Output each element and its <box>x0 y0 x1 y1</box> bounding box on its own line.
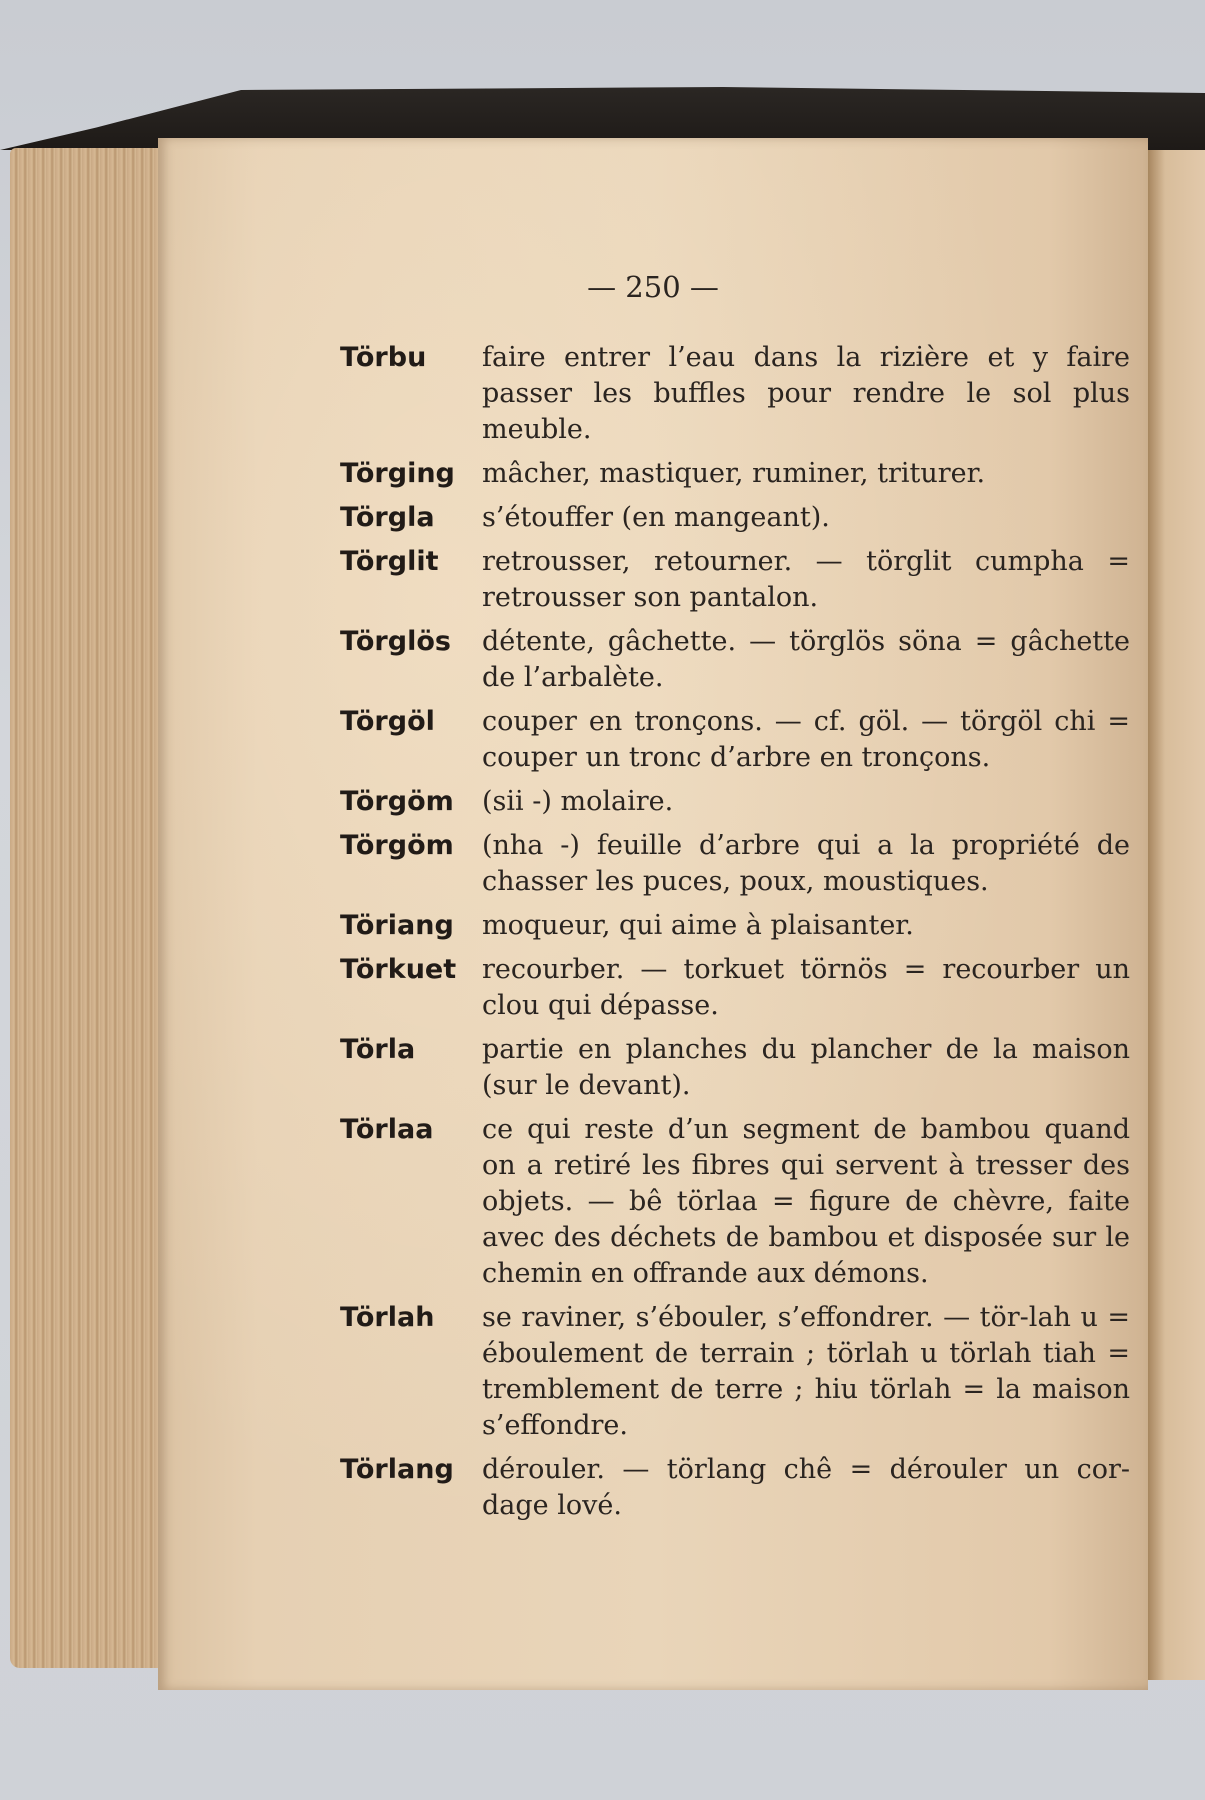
entry-headword: Törlaa <box>340 1114 434 1145</box>
facing-page-edge <box>1148 150 1205 1680</box>
open-book <box>10 138 1205 1698</box>
dictionary-entry <box>340 952 1130 1024</box>
entry-definition: mâcher, mastiquer, ruminer, triturer. <box>482 458 986 489</box>
dictionary-entry <box>340 908 1130 944</box>
entry-headword: Törging <box>340 458 455 489</box>
entry-headword: Törkuet <box>340 954 457 985</box>
entry-definition: détente, gâchette. — törglös söna = gâchette de l’arbalète. <box>482 626 1130 693</box>
page-number: — 250 — <box>587 270 719 304</box>
dictionary-entry <box>340 784 1130 820</box>
entry-headword: Töriang <box>340 910 454 941</box>
entry-headword: Törgöm <box>340 786 454 817</box>
entry-headword: Törgöm <box>340 830 454 861</box>
entry-definition: moqueur, qui aime à plaisanter. <box>482 910 914 941</box>
entry-definition: s’étouffer (en mangeant). <box>482 502 830 533</box>
entry-headword: Törlah <box>340 1302 435 1333</box>
entry-headword: Törglit <box>340 546 439 577</box>
entry-definition: recourber. — torkuet törnös = recourber un clou qui dépasse. <box>482 954 1130 1021</box>
dictionary-entry <box>340 828 1130 900</box>
entry-definition: se raviner, s’ébouler, s’effondrer. — tör-lah u = éboulement de terrain ; törlah u törlah tiah = tremblement de terre ; hiu törlah = la maison s’effondre. <box>482 1302 1130 1441</box>
dictionary-entry <box>340 1032 1130 1104</box>
dictionary-entry <box>340 1452 1130 1524</box>
background-shadow <box>0 0 1205 150</box>
dictionary-entry <box>340 1112 1130 1292</box>
entry-definition: ce qui reste d’un segment de bambou quand on a retiré les fibres qui servent à tresser des objets. — bê törlaa = figure de chèvre, faite avec des déchets de bambou et disposée sur le chemin en offrande aux démons. <box>482 1114 1130 1289</box>
dictionary-entry <box>340 456 1130 492</box>
entry-headword: Törgla <box>340 502 435 533</box>
dictionary-entry <box>340 544 1130 616</box>
entry-definition: retrousser, retourner. — törglit cumpha = retrousser son pantalon. <box>482 546 1130 613</box>
entries-list <box>340 340 1130 1532</box>
entry-headword: Törgöl <box>340 706 435 737</box>
entry-headword: Törglös <box>340 626 451 657</box>
entry-definition: (sii -) molaire. <box>482 786 674 817</box>
entry-definition: partie en planches du plancher de la maison (sur le devant). <box>482 1034 1130 1101</box>
dictionary-entry <box>340 500 1130 536</box>
dictionary-entry <box>340 624 1130 696</box>
dictionary-entry <box>340 1300 1130 1444</box>
page-stack-edge <box>10 148 160 1668</box>
dictionary-page <box>158 138 1148 1690</box>
entry-headword: Törla <box>340 1034 416 1065</box>
dictionary-entry <box>340 704 1130 776</box>
entry-definition: dérouler. — törlang chê = dérouler un cor-dage lové. <box>482 1454 1130 1521</box>
entry-definition: (nha -) feuille d’arbre qui a la propriété de chasser les puces, poux, moustiques. <box>482 830 1130 897</box>
entry-headword: Törbu <box>340 342 427 373</box>
entry-definition: couper en tronçons. — cf. göl. — törgöl chi = couper un tronc d’arbre en tronçons. <box>482 706 1130 773</box>
entry-definition: faire entrer l’eau dans la rizière et y faire passer les buffles pour rendre le sol plus meuble. <box>482 342 1130 445</box>
dictionary-entry <box>340 340 1130 448</box>
entry-headword: Törlang <box>340 1454 454 1485</box>
